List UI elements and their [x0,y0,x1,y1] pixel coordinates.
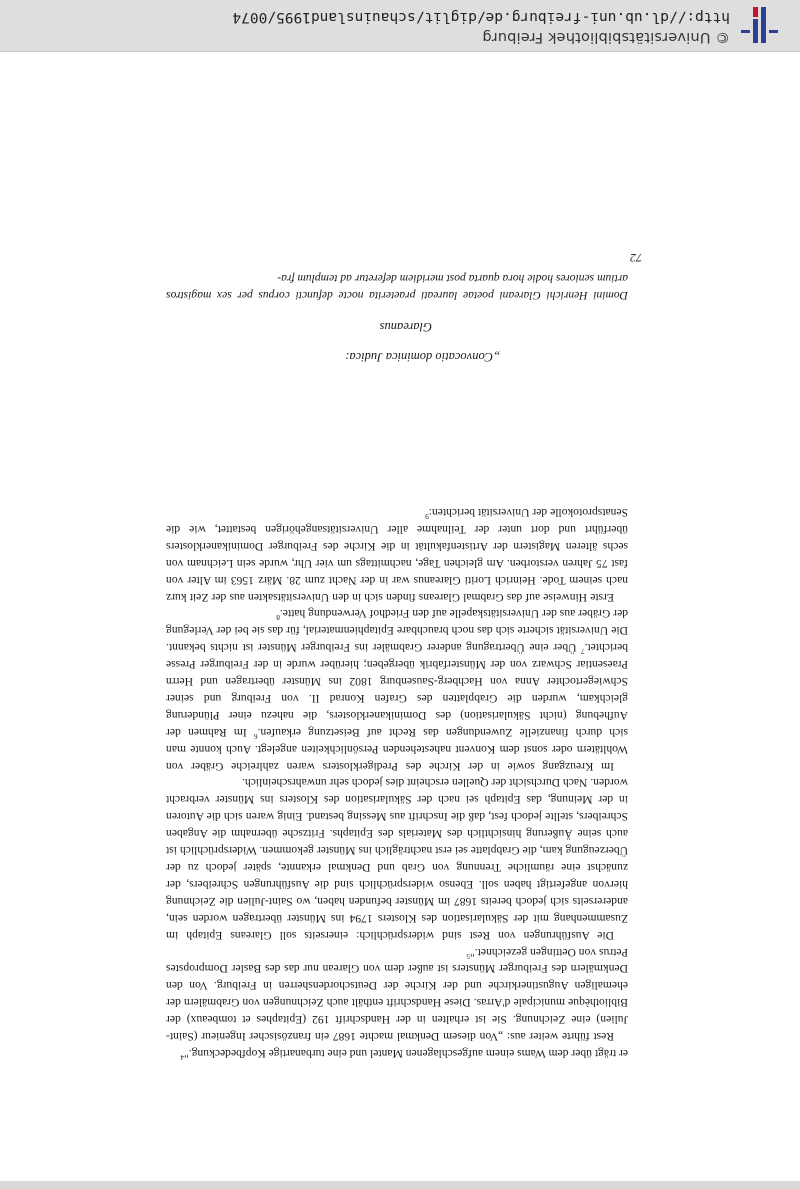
footnote-marker: 6 [254,731,258,740]
paragraph-5-text: Erste Hinweise auf das Grabmal Glareans finden sich in den Universitätsakten aus der Zeit kurz nach seinem Tode. Heinrich Loriti Glareanus war in der Nacht zum 28. März 1563 im Alter von fast 75 Jahren verstorben. Am gleichen Tage, nachmittags um vier Uhr, wurde sein Leichnam von sechs älteren Magistern der Artistenfakultät in die Kirche des Freiburger Dominikanerklosters überführt und dort unter der Teilnahme aller Universitätsangehörigen bestattet, wie die Senatsprotokolle der Universität berichten: [166,506,628,604]
paragraph-1 [166,1044,628,1061]
paragraph-5 [166,503,628,604]
footnote-marker: 8 [276,613,280,622]
institution-credit: © Universitätsbibliothek Freiburg [482,29,730,45]
footnote-marker: 7 [581,647,585,656]
quote-body: Domini Henrichi Glareani poetae laureati praeterita nocte defuncti corpus per sex magistros artium seniores hodie hora quarta post meridiem deferetur ad templum fra- [166,272,628,302]
paragraph-4-continuation: Im Rahmen der Aufhebung (nicht Säkularisation) des Dominikanerklosters, die nahezu einer Plünderung gleichkam, wurden die Grabplatten des Grafen Konrad II. von Freiburg und seiner Schwiegertochter Anna von Hachberg-Sausenburg 1802 ins Münster übertragen und Herrn Praesentiar Schwarz von der Münsterfabrik übergeben; hierüber wurde in der Freiburger Presse berichtet. [166,641,628,739]
quote-subheading: Glareanus [379,320,432,334]
paragraph-3-text: Die Ausführungen von Rest sind widersprüchlich: einerseits soll Glareans Epitaph im Zusammenhang mit der Säkularisation des Klosters 1794 ins Münster übertragen worden sein, andererseits sich jedoch bereits 1687 im Münster befunden haben, wo Saint-Julien die Zeichnung hiervon angefertigt haben soll. Ebenso widersprüchlich sind die Ausführungen Schreibers, der zunächst eine räumliche Trennung von Grab und Denkmal erkannte, später jedoch zu der Überzeugung kam, die Grabplatte sei erst nachträglich ins Münster gekommen. Widersprüchlich ist auch seine Äußerung hinsichtlich des Materials des Epitaphs. Fritzsche übernahm die Angaben Schreibers, stellte jedoch fest, daß die Inschrift aus Messing bestand. Einig waren sich die Autoren in der Meinung, das Epitaph sei nach der Säkularisation des Klosters ins Münster verbracht worden. Nach Durchsicht der Quellen erscheint dies jedoch sehr unwahrscheinlich. [166,776,628,942]
footnote-marker: 9 [425,511,429,520]
paragraph-4-continuation-2: Über eine Übertragung anderer Grabmäler ins Freiburger Münster ist nichts bekannt. Die Universität sicherte sich das noch brauchbare Epitaphienmaterial, für das sie bei der Verlegung der Gräber aus der Universitätskapelle auf den Friedhof Verwendung hatte. [166,607,628,655]
page-number: 72 [630,251,642,265]
paragraph-2-text: Rest führte weiter aus: „Von diesem Denkmal machte 1687 ein französischer Ingenieur (Saint-Julien) eine Zeichnung. Sie ist erhalten in der Handschrift 192 (Epitaphes et tombeaux) der Bibliothèque municipale d'Arras. Diese Handschrift enthält auch Zeichnungen von Grabmälern der ehemaligen Augustinerkirche und der Kirche der Deutschordensherren in Freiburg. Von den Denkmälern des Freiburger Münsters ist außer dem von Glarean nur das des Basler Dompropstes Petrus von Oettingen gezeichnet." [166,945,628,1044]
header-bar [0,0,800,52]
paragraph-4-text: Im Kreuzgang sowie in der Kirche des Predigerklosters waren zahlreiche Gräber von Wohltätern oder sonst dem Konvent nahestehenden Persönlichkeiten angelegt. Auch konnte man sich durch finanzielle Zuwendungen das Recht auf Beisetzung erkaufen. [166,725,628,773]
university-library-logo-icon [742,7,778,43]
footnote-marker: 4 [180,1052,185,1061]
footnote-marker: 5 [466,951,471,960]
paragraph-1-text: er trägt über dem Wams einem aufgeschlagenen Mantel und eine turbanartige Kopfbedeckung." [184,1047,628,1060]
paragraph-3 [166,774,628,943]
document-url[interactable]: http://dl.ub.uni-freiburg.de/diglit/schauinsland1995/0074 [232,9,730,25]
paragraph-2 [166,943,628,1044]
paragraph-4 [166,605,628,774]
quote-heading: „Convocatio dominica Judica: [345,350,500,364]
main-text [166,503,628,1061]
bottom-border-strip [0,1181,800,1189]
